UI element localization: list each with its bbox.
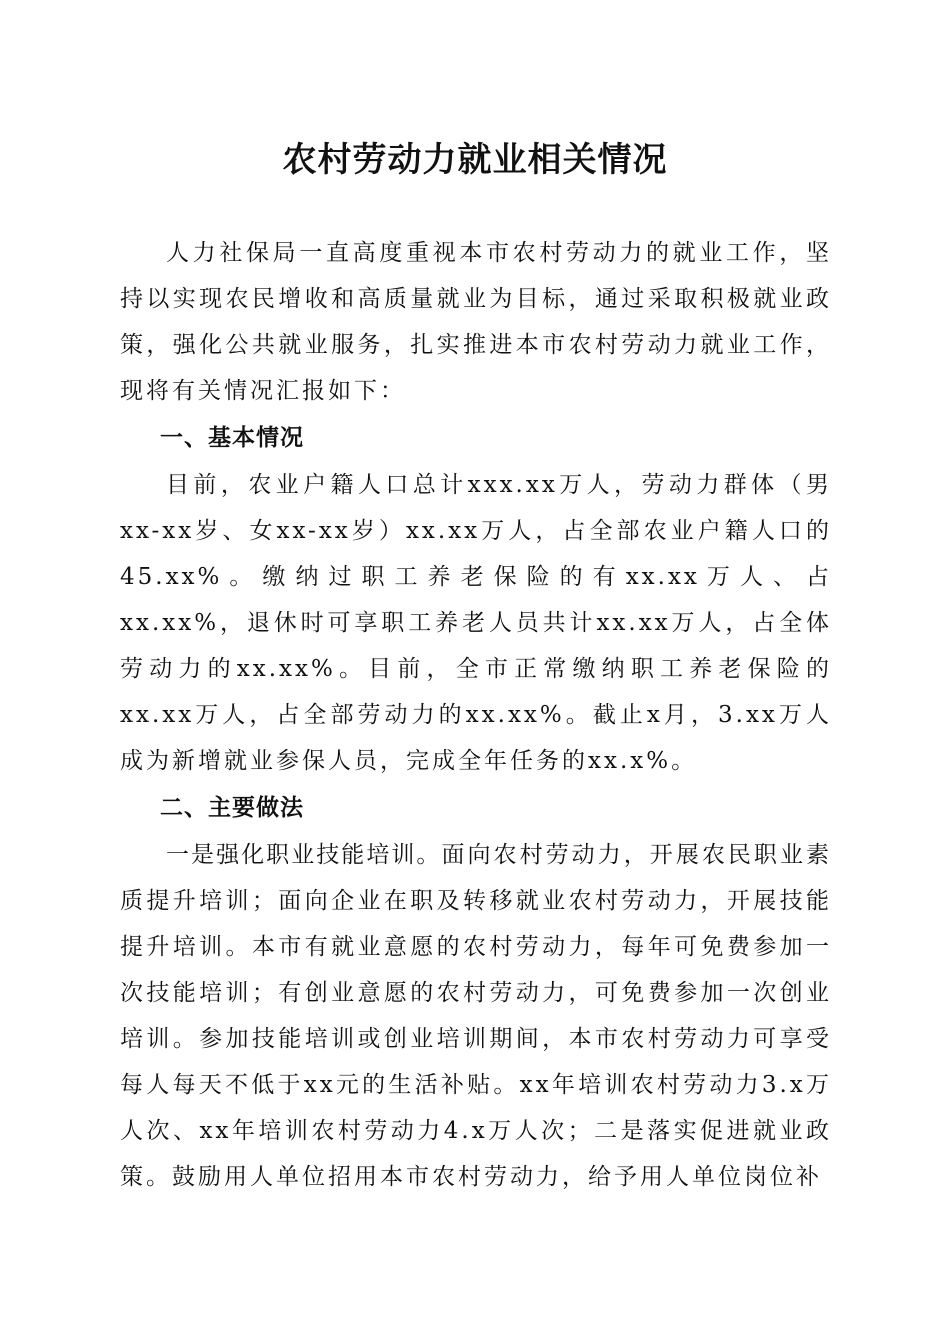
section-heading-basic: 一、基本情况	[160, 425, 304, 451]
document-body	[120, 230, 832, 1200]
measures-paragraph-text: 面向农村劳动力，开展农民职业素质提升培训；面向企业在职及转移就业农村劳动力，开展技能提升培训。本市有就业意愿的农村劳动力，每年可免费参加一次技能培训；有创业意愿的农村劳动力，可免费参加一次创业培训。参加技能培训或创业培训期间，本市农村劳动力可享受每人每天不低于xx元的生活补贴。xx年培训农村劳动力3.x万人次、xx年培训农村劳动力4.x万人次；二是落实促进就业政策。鼓励用人单位招用本市农村劳动力，给予用人单位岗位补	[120, 842, 833, 1190]
document-title: 农村劳动力就业相关情况	[282, 140, 668, 180]
basic-situation-paragraph: 目前，农业户籍人口总计xxx.xx万人，劳动力群体（男xx-xx岁、女xx-xx岁）xx.xx万人，占全部农业户籍人口的45.xx%。缴纳过职工养老保险的有xx.xx万人、占xx.xx%，退休时可享职工养老人员共计xx.xx万人，占全体劳动力的xx.xx%。目前，全市正常缴纳职工养老保险的xx.xx万人，占全部劳动力的xx.xx%。截止x月，3.xx万人成为新增就业参保人员，完成全年任务的xx.x%。	[120, 472, 832, 774]
intro-paragraph: 人力社保局一直高度重视本市农村劳动力的就业工作，坚持以实现农民增收和高质量就业为目标，通过采取积极就业政策，强化公共就业服务，扎实推进本市农村劳动力就业工作，现将有关情况汇报如下：	[120, 240, 832, 404]
measures-lead-sentence: 一是强化职业技能培训。	[166, 842, 442, 868]
measures-paragraph	[120, 832, 832, 1200]
section-heading-measures: 二、主要做法	[160, 795, 304, 821]
